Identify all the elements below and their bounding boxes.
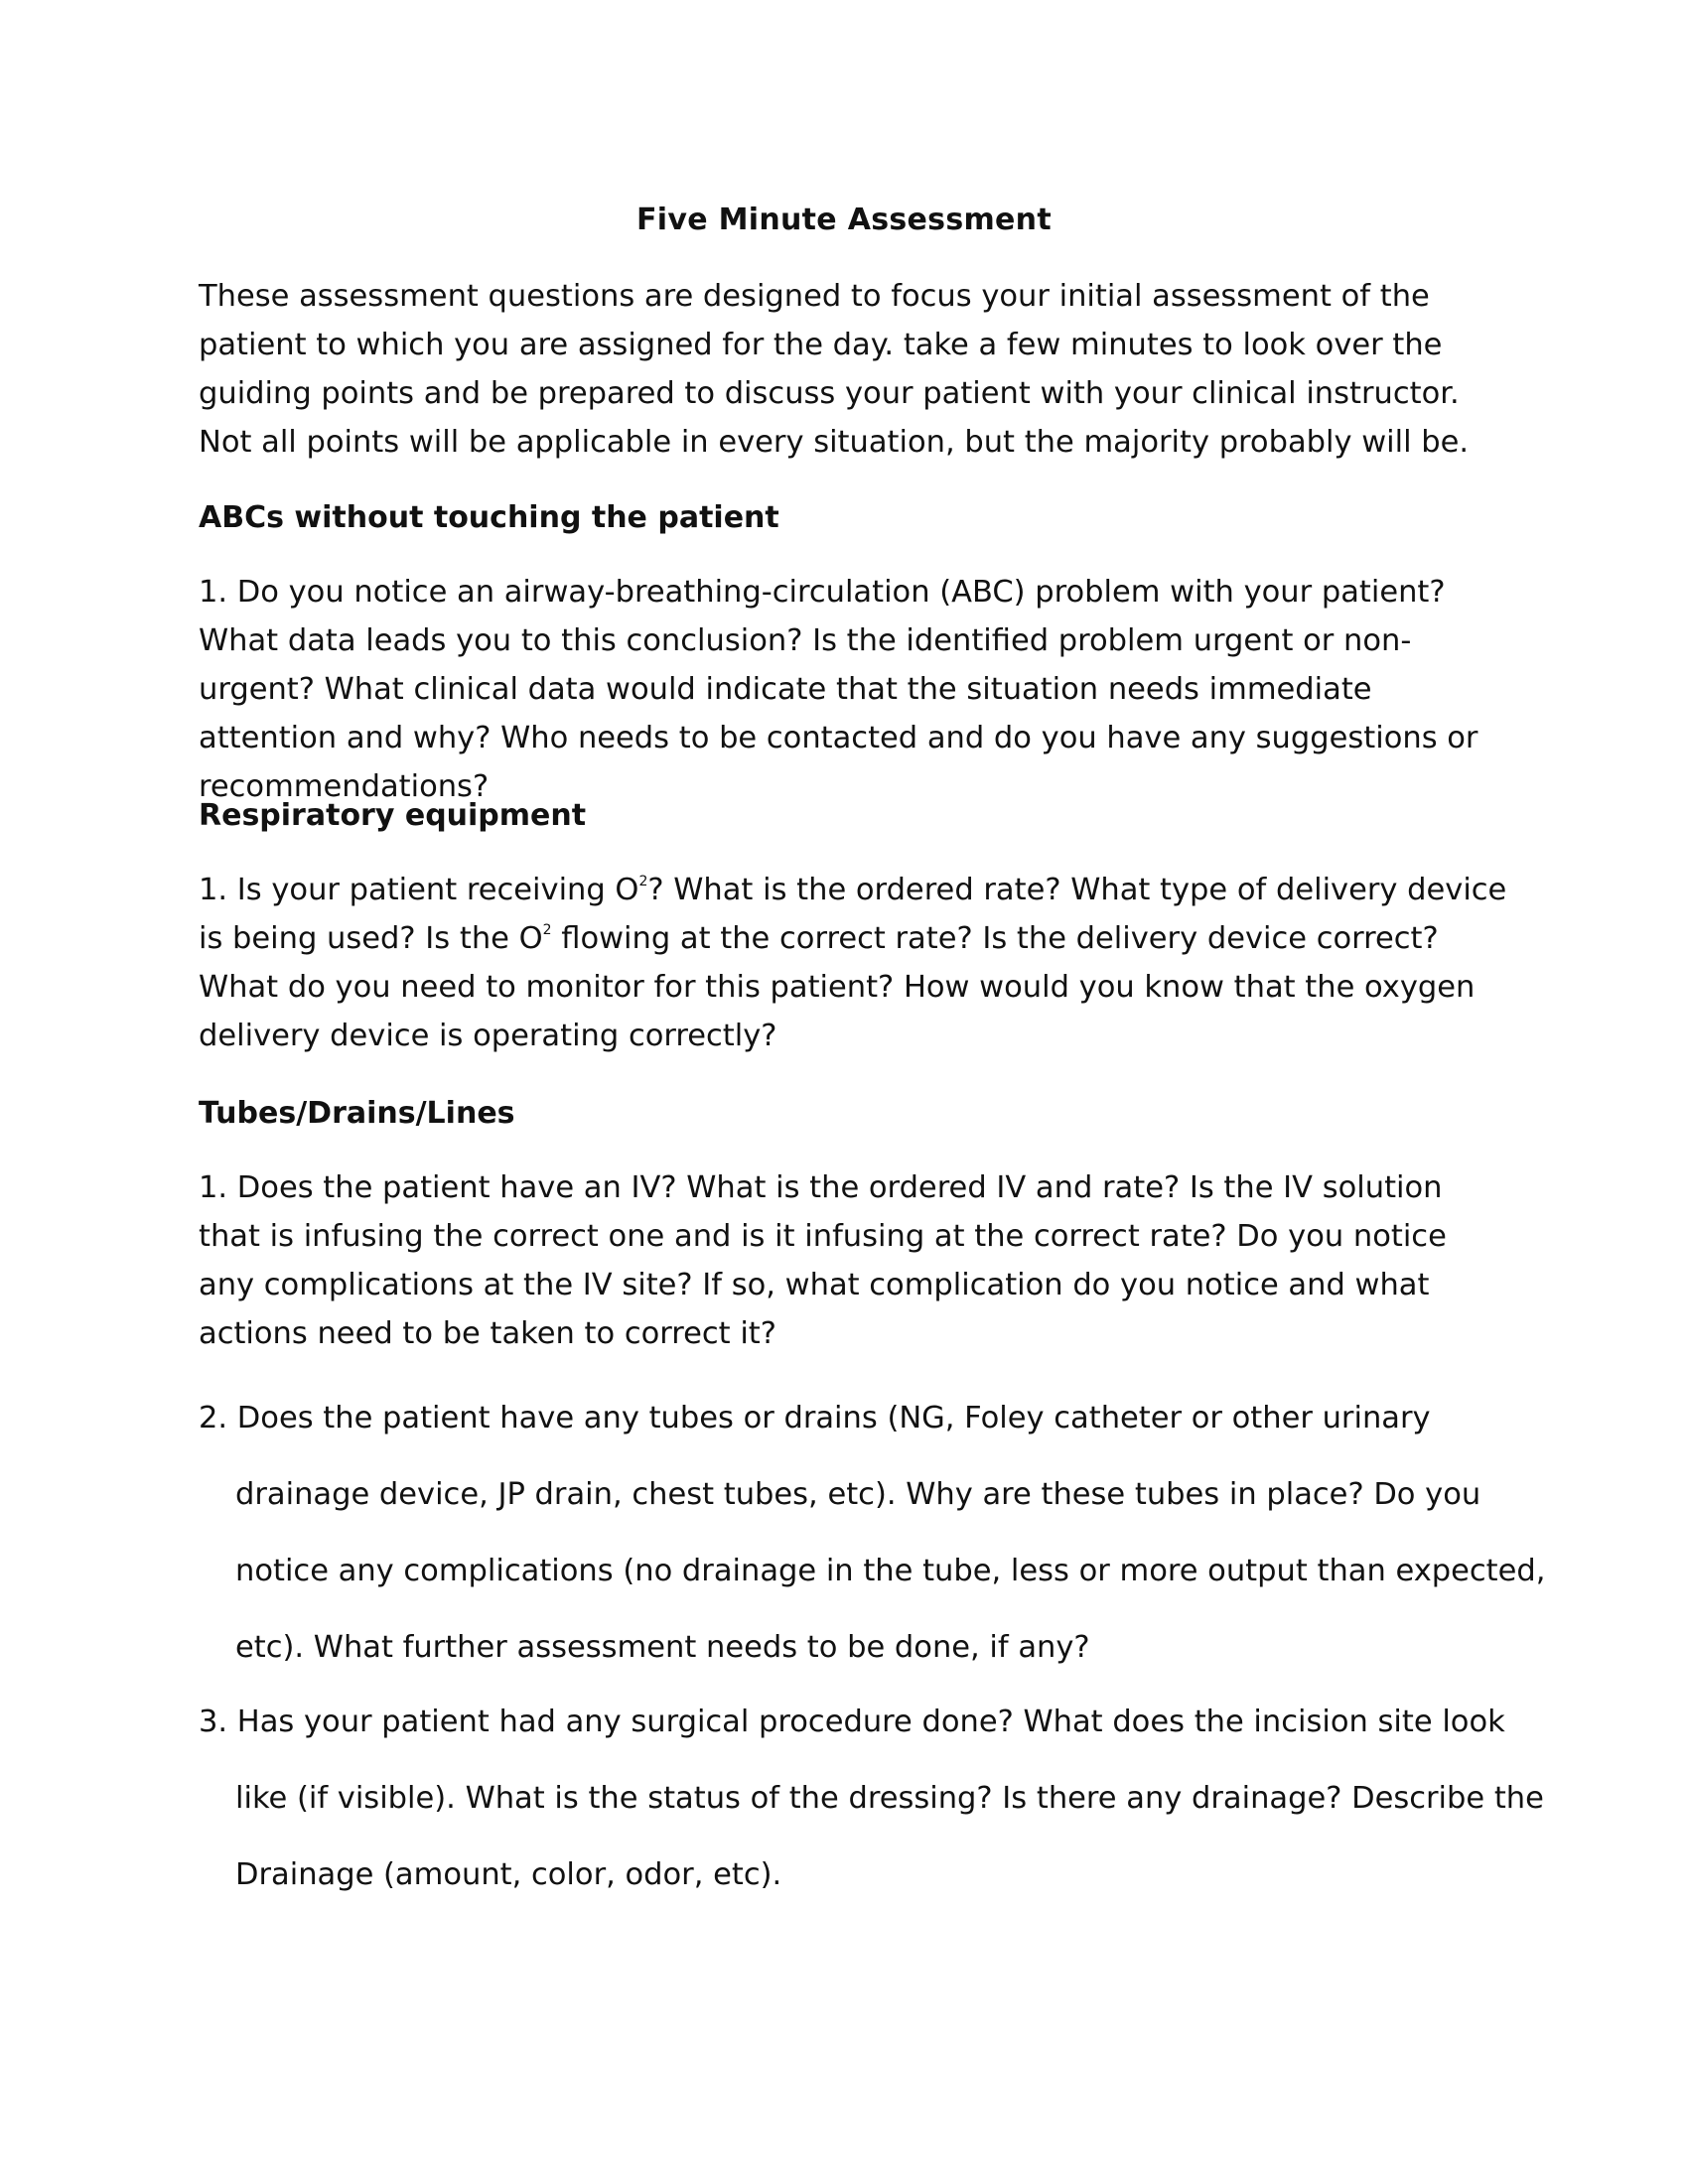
- page-title: Five Minute Assessment: [635, 203, 1052, 237]
- respiratory-item-1: [199, 866, 1509, 1060]
- respiratory-text-part-a: 1. Is your patient receiving O: [199, 873, 639, 907]
- tubes-item-1: [199, 1163, 1509, 1358]
- intro-paragraph: [199, 272, 1509, 467]
- superscript-2: 2: [638, 874, 648, 889]
- respiratory-text-part-b: ? What is the ordered rate? What type of delivery device is being used? Is the O: [199, 873, 1507, 956]
- section-heading-tubes: Tubes/Drains/Lines: [199, 1096, 515, 1131]
- respiratory-item-1-text: [199, 866, 1509, 1060]
- abcs-item-1: [199, 568, 1509, 811]
- section-heading-respiratory: Respiratory equipment: [199, 798, 587, 833]
- tubes-item-1-text: 1. Does the patient have an IV? What is the ordered IV and rate? Is the IV solution that is infusing the correct one and is it infusing at the correct rate? Do you notice any complications at the IV site? If so, what complication do you notice and what actions need to be taken to correct it?: [199, 1170, 1447, 1351]
- tubes-item-2: 2. Does the patient have any tubes or drains (NG, Foley catheter or other urinary drainage device, JP drain, chest tubes, etc). Why are these tubes in place? Do you notice any complications (no drainage in the tube, less or more output than expected, etc). What further assessment needs to be done, if any?: [199, 1401, 1546, 1665]
- section-heading-abcs: ABCs without touching the patient: [199, 500, 779, 535]
- abcs-item-1-text: 1. Do you notice an airway-breathing-circulation (ABC) problem with your patient? What data leads you to this conclusion? Is the identified problem urgent or non-urgent? What clinical data would indicate that the situation needs immediate attention and why? Who needs to be contacted and do you have any suggestions or recommendations?: [199, 575, 1478, 804]
- intro-text: These assessment questions are designed to focus your initial assessment of the patient to which you are assigned for the day. take a few minutes to look over the guiding points and be prepared to discuss your patient with your clinical instructor. Not all points will be applicable in every situation, but the majority probably will be.: [199, 279, 1470, 460]
- tubes-item-3: 3. Has your patient had any surgical procedure done? What does the incision site look like (if visible). What is the status of the dressing? Is there any drainage? Describe the Drainage (amount, color, odor, etc).: [199, 1705, 1544, 1892]
- respiratory-text-part-c: flowing at the correct rate? Is the delivery device correct? What do you need to monitor for this patient? How would you know that the oxygen delivery device is operating correctly?: [199, 921, 1476, 1053]
- superscript-2-second: 2: [542, 922, 552, 938]
